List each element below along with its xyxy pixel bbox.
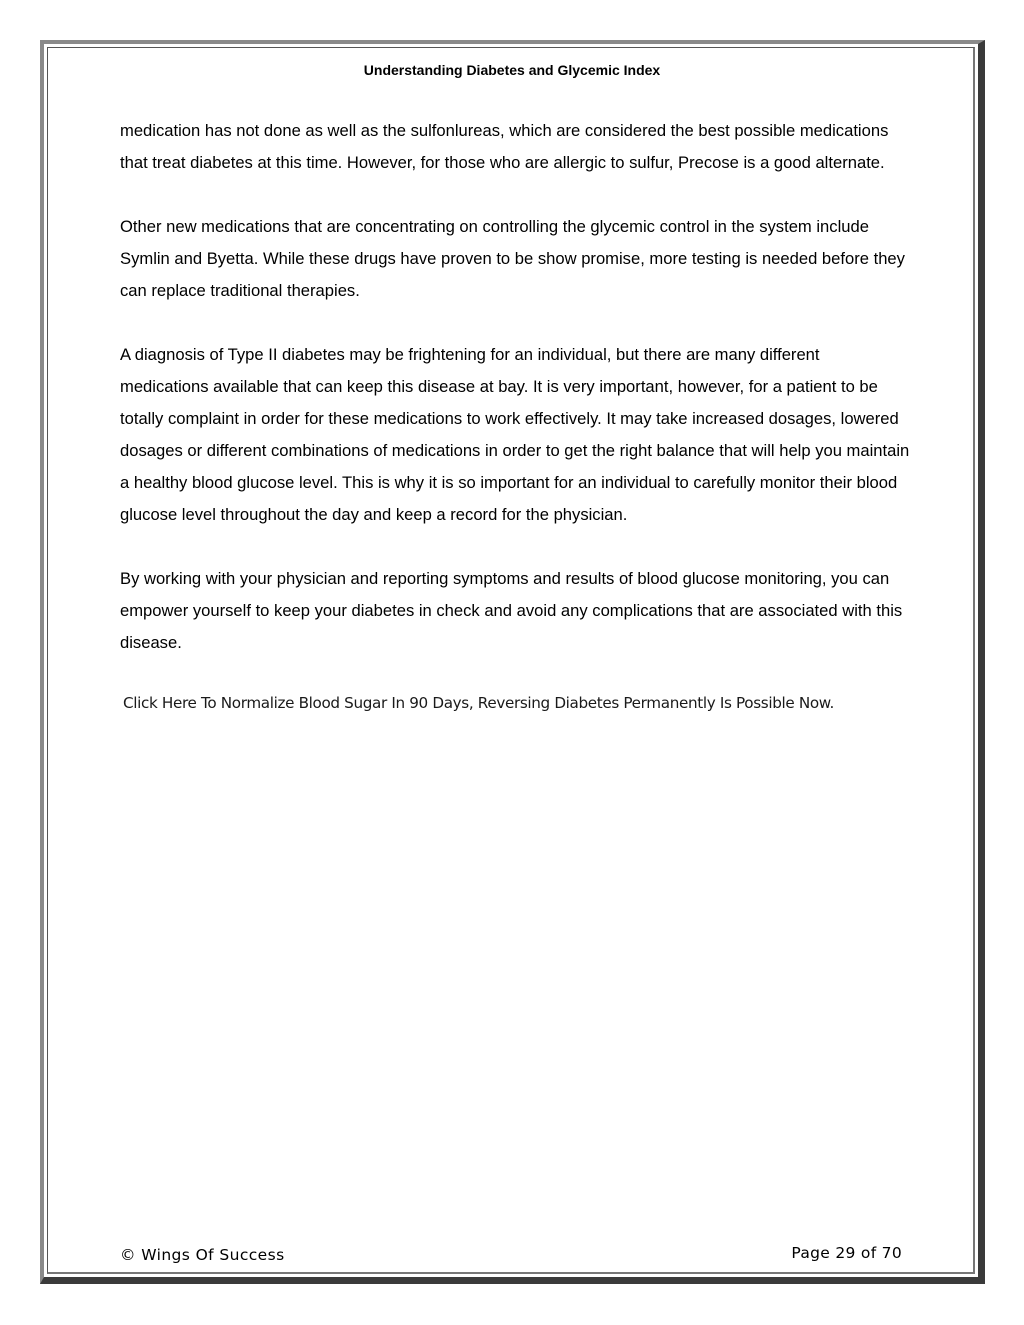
paragraph-new-medications: Other new medications that are concentrating on controlling the glycemic control in the system include Symlin and Byetta. While these drugs have proven to be show promise, more testing is needed before they can replace traditional therapies. [120, 217, 905, 300]
document-body [120, 115, 910, 715]
paragraph-type-ii-diagnosis: A diagnosis of Type II diabetes may be frightening for an individual, but there are many different medications available that can keep this disease at bay. It is very important, however, for a patient to be totally complaint in order for these medications to work effectively. It may take increased dosages, lowered dosages or different combinations of medications in order to get the right balance that will help you maintain a healthy blood glucose level. This is why it is so important for an individual to carefully monitor their blood glucose level throughout the day and keep a record for the physician. [120, 345, 910, 524]
paragraph-working-with-physician: By working with your physician and reporting symptoms and results of blood glucose monitoring, you can empower yourself to keep your diabetes in check and avoid any complications that are associated with this disease. [120, 569, 903, 652]
footer-page-number: Page 29 of 70 [791, 1244, 902, 1262]
footer-copyright: © Wings Of Success [120, 1246, 285, 1264]
paragraph-medication-comparison: medication has not done as well as the sulfonlureas, which are considered the best possible medications that treat diabetes at this time. However, for those who are allergic to sulfur, Precose is a good alternate. [120, 121, 889, 172]
page-header-title: Understanding Diabetes and Glycemic Index [363, 62, 661, 78]
normalize-blood-sugar-link[interactable]: Click Here To Normalize Blood Sugar In 90 Days, Reversing Diabetes Permanently Is Possible Now. [123, 694, 834, 712]
